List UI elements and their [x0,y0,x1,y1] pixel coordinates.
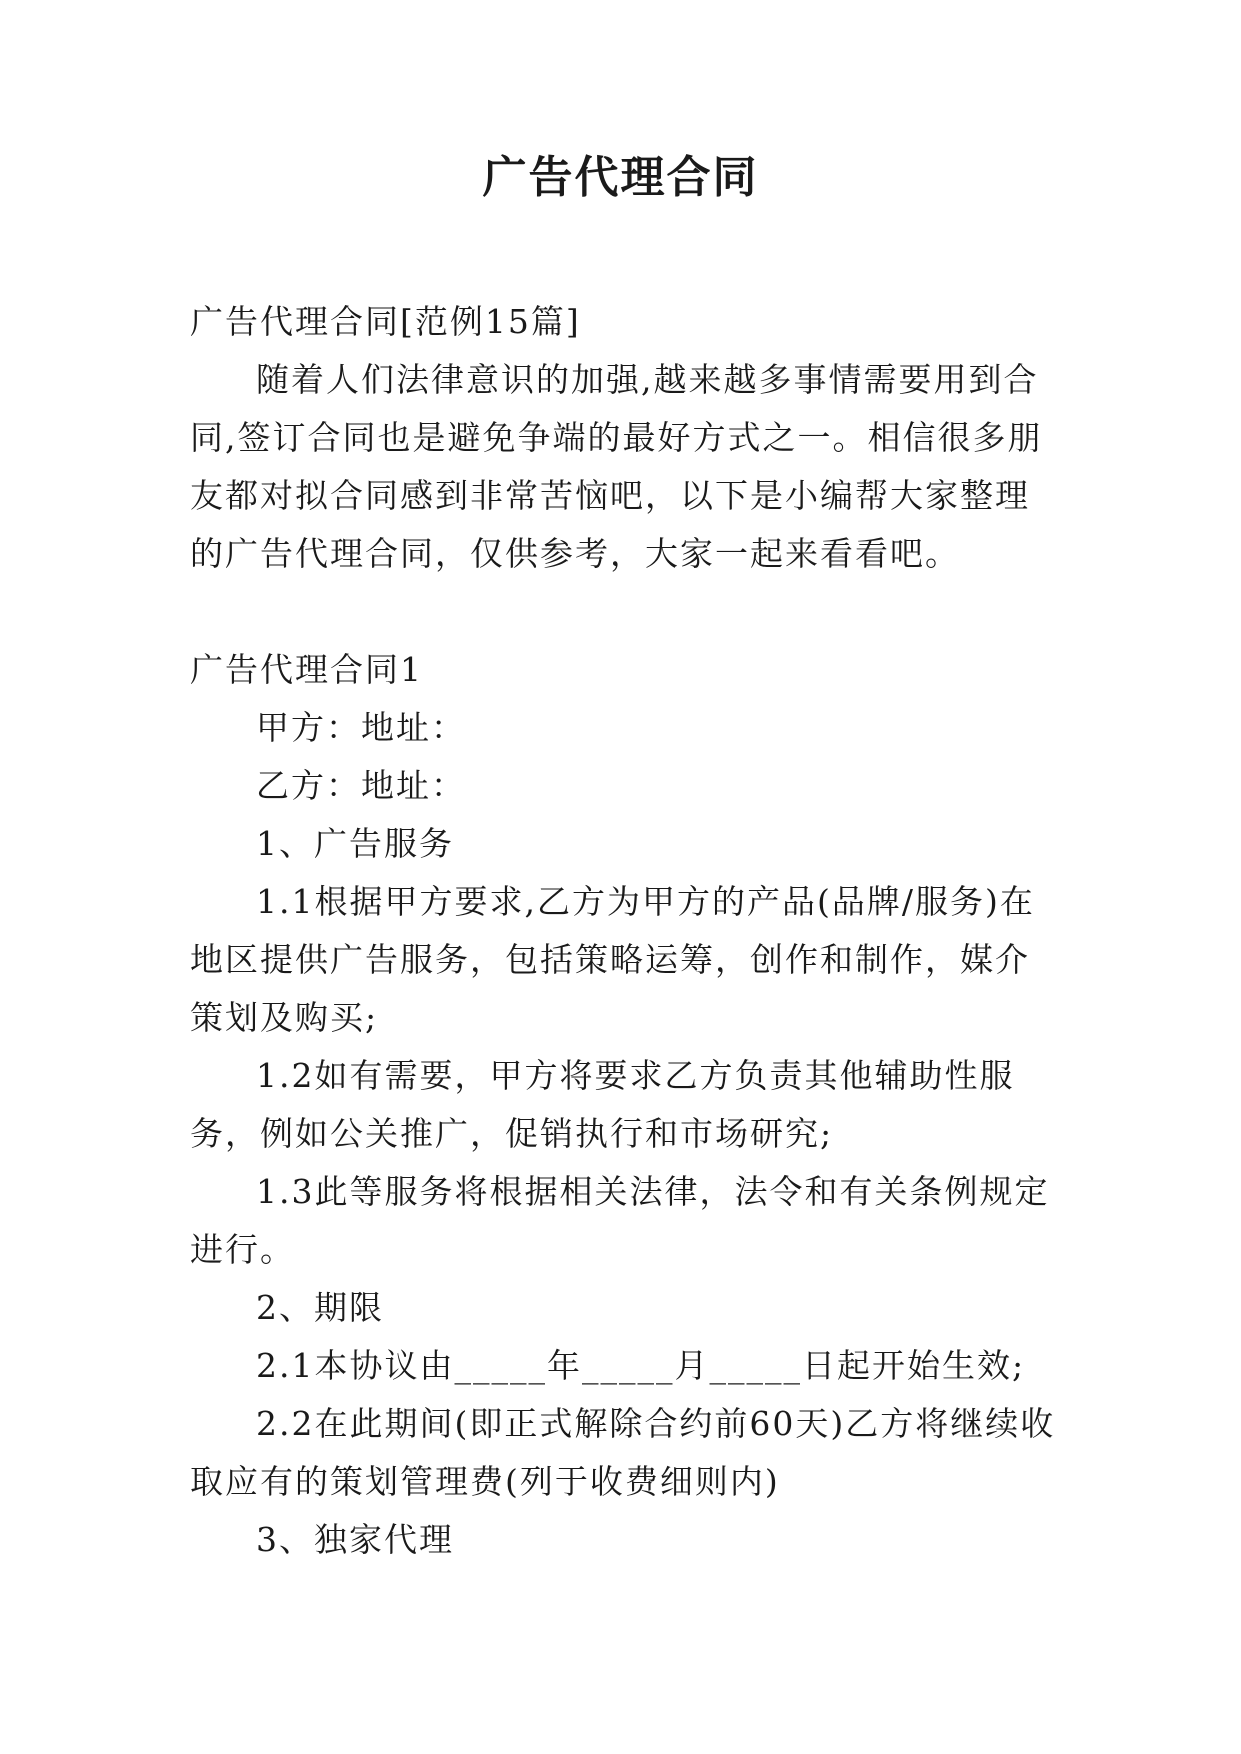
clause-3-heading: 3、独家代理 [256,1520,454,1559]
clause-1-2: 1.2如有需要，甲方将要求乙方负责其他辅助性服务，例如公关推广，促销执行和市场研究; [190,1056,1015,1153]
party-b-line: 乙方：地址： [256,766,466,805]
clause-2-1: 2.1本协议由_____年_____月_____日起开始生效; [256,1346,1026,1385]
section-title: 广告代理合同1 [190,650,423,689]
clause-2-heading: 2、期限 [256,1288,384,1327]
intro-paragraph: 随着人们法律意识的加强,越来越多事情需要用到合同,签订合同也是避免争端的最好方式之一。相信很多朋友都对拟合同感到非常苦恼吧，以下是小编帮大家整理的广告代理合同，仅供参考，大家一起来看看吧。 [190,360,1043,573]
paragraph-gap [190,583,1058,641]
clause-2-2: 2.2在此期间(即正式解除合约前60天)乙方将继续收取应有的策划管理费(列于收费细则内) [190,1404,1056,1501]
clause-1-heading: 1、广告服务 [256,824,454,863]
clause-1-1: 1.1根据甲方要求,乙方为甲方的产品(品牌/服务)在地区提供广告服务，包括策略运筹，创作和制作，媒介策划及购买; [190,882,1035,1037]
document-subtitle: 广告代理合同[范例15篇] [190,302,581,341]
document-title: 广告代理合同 [482,152,759,203]
document-body [190,293,1058,1569]
party-a-line: 甲方：地址： [256,708,466,747]
clause-1-3: 1.3此等服务将根据相关法律，法令和有关条例规定进行。 [190,1172,1050,1269]
